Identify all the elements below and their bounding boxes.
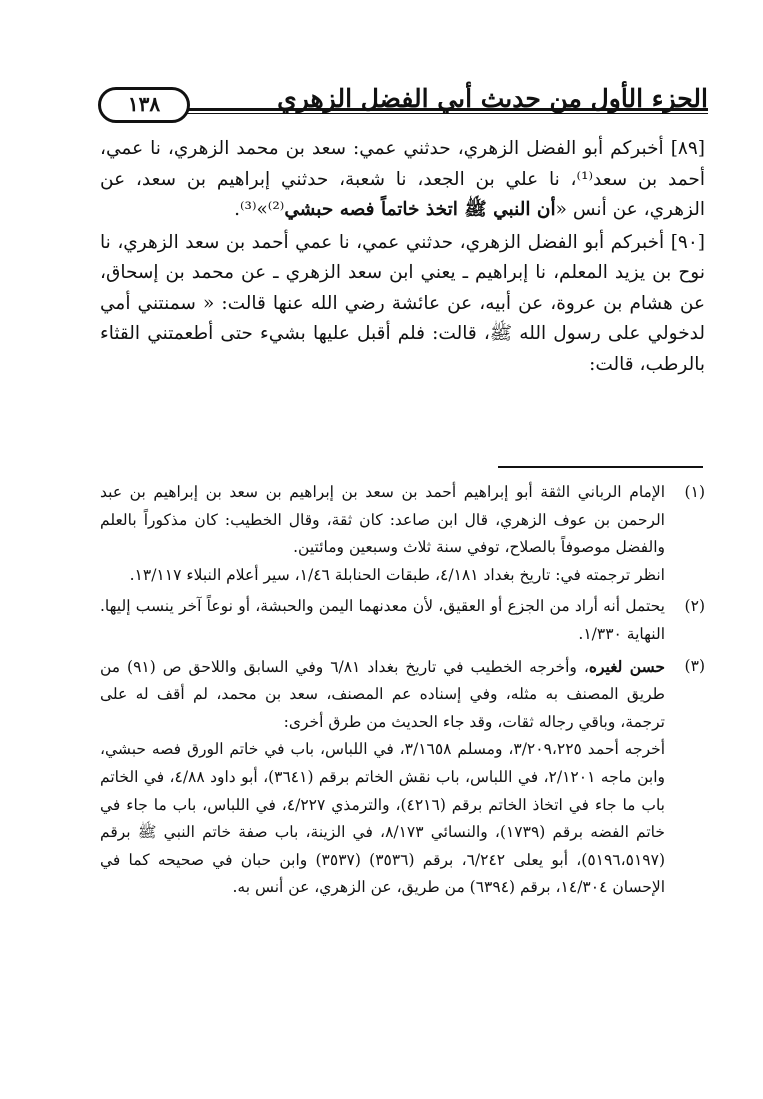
footnote-line: أخرجه أحمد ٣/٢٠٩،٢٢٥، ومسلم ٣/١٦٥٨، في اللباس، باب في خاتم الورق فصه حبشي، وابن ماجه ٢/١٢٠١، في اللباس، باب نقش الخاتم برقم (٣٦٤١)، أبو داود ٤/٨٨، في الخاتم باب ما جاء في اتخاذ الخاتم برقم (٤٢١٦)، والترمذي ٤/٢٢٧، في اللباس، باب ما جاء في خاتم الفضه برقم (١٧٣٩)، والنسائي ٨/١٧٣، في الزينة، باب صفة خاتم النبي ﷺ برقم (٥١٩٦،٥١٩٧)، أبو يعلى ٦/٢٤٢، برقم (٣٥٣٦) (٣٥٣٧) وابن حبان في صحيحه كما في الإحسان ١٤/٣٠٤، برقم (٦٣٩٤) من طريق، عن الزهري، عن أنس به. bbox=[100, 740, 666, 897]
footnotes bbox=[100, 479, 705, 902]
running-title: الجزء الأول من حديث أبي الفضل الزهري bbox=[277, 84, 708, 113]
hadith-number: [٨٩] bbox=[670, 138, 705, 159]
header-rule bbox=[168, 108, 708, 114]
footnote-text: ، وأخرجه الخطيب في تاريخ بغداد ٦/٨١ وفي السابق واللاحق ص (٩١) من طريق المصنف به مثله، وفي إسناده عم المصنف، سعد بن محمد، لم أقف له على ترجمة، وباقي رجاله ثقات، وقد جاء الحديث من طرق أخرى: bbox=[100, 657, 665, 731]
footnote-number: (١) bbox=[684, 483, 705, 501]
footnote-3 bbox=[100, 653, 705, 902]
hadith-tail: ⁽²⁾»⁽³⁾. bbox=[234, 199, 285, 220]
main-text bbox=[100, 134, 705, 380]
hadith-number: [٩٠] bbox=[670, 231, 705, 253]
footnote-line: الإمام الرباني الثقة أبو إبراهيم أحمد بن سعد بن إبراهيم بن سعد بن إبراهيم بن عبد الرحمن بن عوف الزهري، قال ابن صاعد: كان ثقة، وقال الخطيب: كان مذكوراً بالعلم والفضل موصوفاً بالصلاح، توفي سنة ثلاث وسبعين ومائتين. bbox=[100, 483, 665, 557]
hadith-isnad: أخبركم أبو الفضل الزهري، حدثني عمي: سعد بن محمد الزهري، نا عمي، أحمد بن سعد⁽¹⁾، نا علي بن الجعد، نا شعبة، حدثني إبراهيم بن سعد، عن الزهري، عن أنس « bbox=[100, 138, 705, 220]
page-header bbox=[98, 80, 708, 122]
footnote-number: (٢) bbox=[684, 597, 705, 616]
page-number: ١٣٨ bbox=[127, 92, 161, 116]
hadith-isnad: أخبركم أبو الفضل الزهري، حدثني عمي، نا عمي أحمد بن سعد الزهري، نا نوح بن يزيد المعلم، نا إبراهيم ـ يعني ابن سعد الزهري ـ عن محمد بن إسحاق، عن هشام بن عروة، عن أبيه، عن عائشة رضي الله عنها قالت: « سمنتني أمي لدخولي على رسول الله ﷺ، قالت: فلم أقبل عليها بشيء حتى أطعمتني القثاء بالرطب، قالت: bbox=[100, 231, 705, 375]
footnote-number: (٣) bbox=[684, 656, 705, 675]
hadith-89 bbox=[100, 134, 705, 226]
footnote-1 bbox=[100, 479, 705, 589]
hadith-grade: حسن لغيره bbox=[588, 656, 666, 676]
page-number-badge bbox=[98, 87, 190, 123]
hadith-matn: أن النبي ﷺ اتخذ خاتماً فصه حبشي bbox=[284, 199, 556, 220]
footnote-line bbox=[100, 653, 665, 737]
footnote-separator bbox=[498, 466, 703, 468]
footnote-2 bbox=[100, 593, 705, 648]
hadith-90 bbox=[100, 228, 705, 381]
footnote-line: يحتمل أنه أراد من الجزع أو العقيق، لأن معدنهما اليمن والحبشة، أو نوعاً آخر ينسب إليها. النهاية ١/٣٣٠. bbox=[100, 597, 665, 643]
footnote-line: انظر ترجمته في: تاريخ بغداد ٤/١٨١، طبقات الحنابلة ١/٤٦، سير أعلام النبلاء ١٣/١١٧. bbox=[129, 565, 665, 584]
